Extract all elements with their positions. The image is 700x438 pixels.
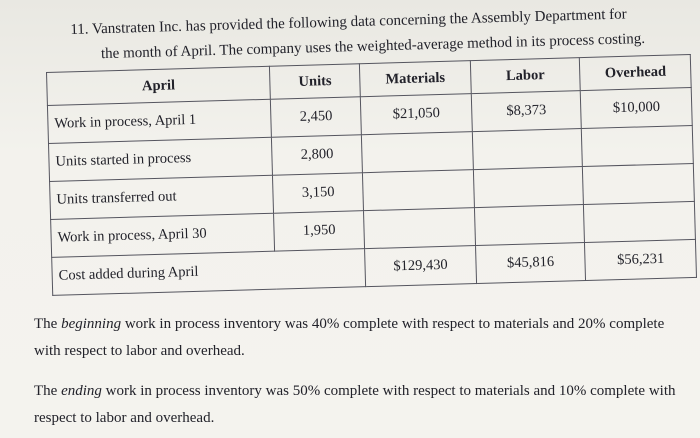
row-label: Work in process, April 30 — [51, 213, 275, 257]
labor-cell — [472, 129, 583, 170]
ending-wip-note — [34, 378, 694, 432]
labor-cell — [473, 167, 584, 208]
note-emphasis: beginning — [61, 316, 122, 332]
overhead-cell — [584, 201, 696, 242]
materials-cell: $21,050 — [361, 94, 472, 135]
header-materials: Materials — [360, 61, 471, 97]
row-label: Work in process, April 1 — [47, 99, 271, 143]
problem-line-1: 11. Vanstraten Inc. has provided the following data concerning the Assembly Department for — [70, 6, 627, 38]
materials-cell — [362, 132, 473, 173]
note-text: The — [34, 316, 62, 332]
units-cell — [275, 249, 366, 289]
header-labor: Labor — [470, 58, 581, 94]
materials-cell — [364, 208, 475, 249]
process-costing-table — [46, 54, 697, 296]
overhead-cell — [582, 125, 694, 166]
header-overhead: Overhead — [580, 55, 691, 91]
header-april: April — [47, 66, 271, 105]
row-label: Units transferred out — [50, 175, 274, 219]
beginning-wip-note — [34, 311, 694, 365]
row-label: Units started in process — [48, 137, 272, 181]
materials-cell: $129,430 — [365, 246, 476, 287]
note-text: work in process inventory was 40% complete with respect to materials and 20% complete with respect to labor and overhead. — [34, 316, 665, 359]
units-cell: 3,150 — [273, 173, 364, 213]
header-units: Units — [270, 64, 361, 100]
note-text: work in process inventory was 50% complete with respect to materials and 10% complete with respect to labor and overhead. — [34, 383, 676, 426]
row-label: Cost added during April — [52, 251, 276, 295]
overhead-cell — [583, 163, 695, 204]
labor-cell: $45,816 — [475, 243, 586, 284]
note-emphasis: ending — [61, 383, 102, 399]
units-cell: 2,800 — [272, 135, 363, 175]
materials-cell — [363, 170, 474, 211]
problem-line-2: the month of April. The company uses the weighted-average method in its process costing. — [100, 30, 646, 63]
units-cell: 2,450 — [271, 97, 362, 137]
overhead-cell: $10,000 — [581, 87, 693, 128]
units-cell: 1,950 — [274, 211, 365, 251]
labor-cell: $8,373 — [471, 91, 582, 132]
note-text: The — [34, 383, 62, 399]
overhead-cell: $56,231 — [585, 239, 697, 280]
labor-cell — [474, 205, 585, 246]
